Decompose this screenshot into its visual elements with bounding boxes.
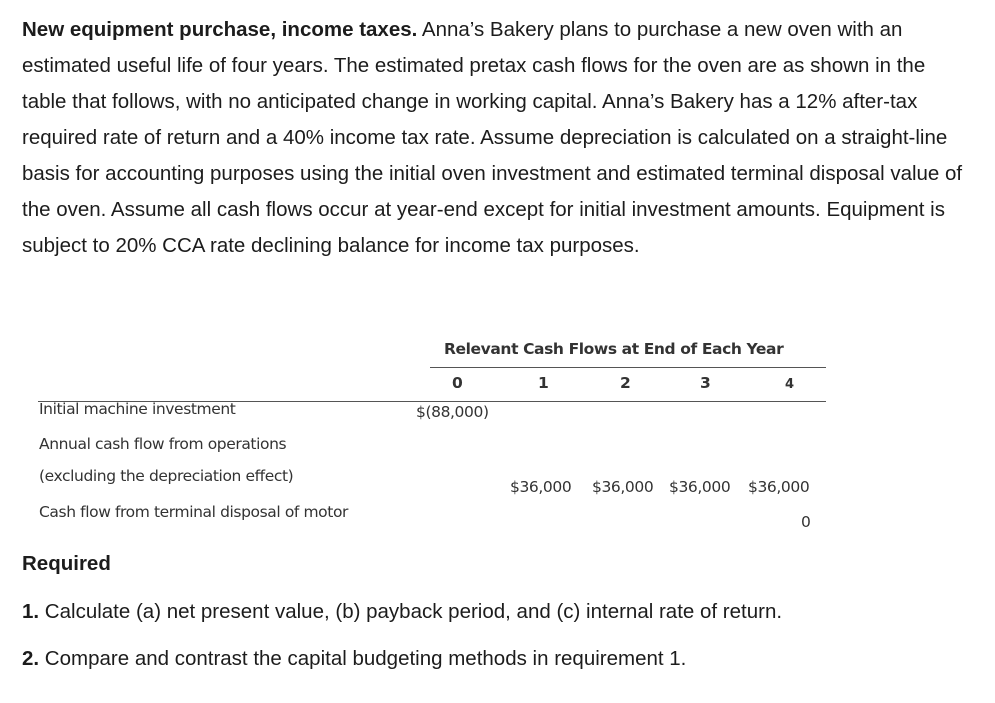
row-label-operations-line1: Annual cash flow from operations bbox=[39, 435, 287, 453]
required-item-1-text: Calculate (a) net present value, (b) payback period, and (c) internal rate of return. bbox=[39, 600, 783, 623]
year-1-header: 1 bbox=[538, 374, 549, 392]
required-item-1-number: 1. bbox=[22, 600, 40, 623]
required-item-2-number: 2. bbox=[22, 647, 40, 670]
year-0-header: 0 bbox=[452, 374, 463, 392]
problem-body: Anna’s Bakery plans to purchase a new oven with an estimated useful life of four years. The estimated pretax cash flows for the oven are as shown in the table that follows, with no anticipated change in working capital. Anna’s Bakery has a 12% after-tax required rate of return and a 40% income tax rate. Assume depreciation is calculated on a straight-line basis for accounting purposes using the initial oven investment and estimated terminal disposal value of the oven. Assume all cash flows occur at year-end except for initial investment amounts. Equipment is subject to 20% CCA rate declining balance for income tax purposes. bbox=[22, 18, 963, 257]
required-item-2 bbox=[22, 647, 686, 671]
required-item-1 bbox=[22, 600, 782, 624]
terminal-y4: 0 bbox=[801, 513, 811, 531]
header-rule bbox=[430, 367, 826, 368]
operations-y2: $36,000 bbox=[592, 478, 654, 496]
year-2-header: 2 bbox=[620, 374, 631, 392]
problem-statement bbox=[22, 12, 972, 264]
operations-y3: $36,000 bbox=[669, 478, 731, 496]
operations-y4: $36,000 bbox=[748, 478, 810, 496]
row-label-operations-line2: (excluding the depreciation effect) bbox=[39, 467, 294, 485]
row-label-terminal: Cash flow from terminal disposal of motor bbox=[39, 503, 349, 521]
row-label-initial-investment: Initial machine investment bbox=[39, 400, 236, 418]
year-3-header: 3 bbox=[700, 374, 711, 392]
year-4-header: 4 bbox=[785, 377, 794, 392]
problem-lead: New equipment purchase, income taxes. bbox=[22, 18, 418, 41]
initial-investment-y0: $(88,000) bbox=[416, 403, 489, 421]
table-header: Relevant Cash Flows at End of Each Year bbox=[444, 340, 784, 358]
required-item-2-text: Compare and contrast the capital budgeting methods in requirement 1. bbox=[39, 647, 687, 670]
required-heading: Required bbox=[22, 552, 111, 575]
operations-y1: $36,000 bbox=[510, 478, 572, 496]
